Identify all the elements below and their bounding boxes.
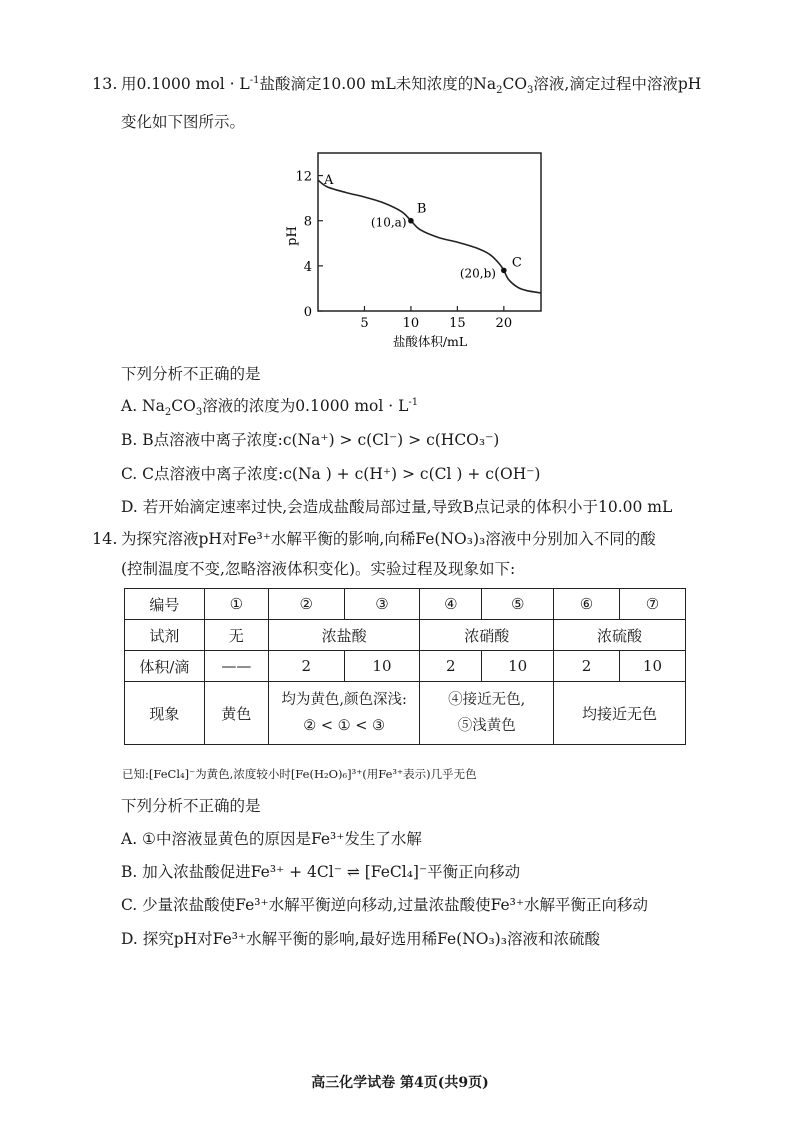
ph-curve [318,180,541,293]
q13-stem-sub2: 3 [527,85,534,97]
table-volume-4: 2 [420,651,482,682]
q14-option-d: D. 探究pH对Fe³⁺水解平衡的影响,最好选用稀Fe(NO₃)₃溶液和浓硫酸 [121,930,600,948]
experiment-table [124,588,686,745]
table-reagent-1: 无 [204,620,268,651]
table-header-4: ④ [420,589,482,620]
table-reagent-hcl: 浓盐酸 [268,620,419,651]
q13-option-a-part1: A. Na [121,397,165,415]
q13-stem-sub: 2 [496,85,503,97]
table-header-3: ③ [344,589,420,620]
q13-option-a-part2: CO [171,397,196,415]
page-footer: 高三化学试卷 第4页(共9页) [311,1075,489,1091]
q13-stem-sup: -1 [249,74,260,86]
y-tick-label: 8 [303,214,312,230]
q13-stem-part-d: 溶液,滴定过程中溶液pH [533,75,702,93]
x-axis-label: 盐酸体积/mL [392,334,468,349]
table-row-volume [125,651,686,682]
q14-stem-line1: 为探究溶液pH对Fe³⁺水解平衡的影响,向稀Fe(NO₃)₃溶液中分别加入不同的酸 [121,530,656,548]
q14-option-b: B. 加入浓盐酸促进Fe³⁺ + 4Cl⁻ ⇌ [FeCl₄]⁻平衡正向移动 [121,863,521,881]
point-c-coord: (20,b) [459,266,496,281]
table-volume-label: 体积/滴 [125,651,205,682]
table-header-5: ⑤ [482,589,554,620]
table-header-6: ⑥ [554,589,620,620]
q13-option-a-sub1: 2 [164,407,172,419]
table-volume-2: 2 [268,651,344,682]
table-row-phenomenon [125,682,686,745]
q13-stem-line2: 变化如下图所示。 [121,113,246,131]
q13-option-d: D. 若开始滴定速率过快,会造成盐酸局部过量,导致B点记录的体积小于10.00 mL [121,498,673,516]
table-phenomenon-45 [420,682,554,745]
table-phenomenon-45-line2: ⑤浅黄色 [457,718,516,734]
chart-frame [318,153,541,311]
point-c-marker [501,268,507,274]
table-header-label: 编号 [125,589,205,620]
table-volume-5: 10 [482,651,554,682]
q13-stem-part-b: 盐酸滴定10.00 mL未知浓度的Na [259,75,497,93]
table-phenomenon-1: 黄色 [204,682,268,745]
q13-option-a [121,396,419,419]
x-tick-label: 15 [449,316,466,331]
table-phenomenon-label: 现象 [125,682,205,745]
q14-option-c: C. 少量浓盐酸使Fe³⁺水解平衡逆向移动,过量浓盐酸使Fe³⁺水解平衡正向移动 [121,896,649,914]
point-b-marker [408,218,414,224]
q13-prompt: 下列分析不正确的是 [121,365,261,383]
q14-number: 14. [92,529,118,548]
table-header-2: ② [268,589,344,620]
table-reagent-label: 试剂 [125,620,205,651]
table-reagent-hno3: 浓硝酸 [420,620,554,651]
x-tick-label: 20 [495,316,513,331]
table-volume-6: 2 [554,651,620,682]
y-axis-label: pH [285,226,300,246]
y-tick-label: 12 [295,169,312,185]
point-b-label: B [416,201,427,217]
point-b-coord: (10,a) [370,215,407,230]
table-phenomenon-23-line1: 均为黄色,颜色深浅: [281,692,407,708]
x-tick-label: 10 [402,316,420,331]
q13-stem-part-c: CO [502,75,528,93]
q13-stem-line1 [121,74,702,97]
q13-stem-part-a: 用0.1000 mol · L [121,75,250,93]
table-header-1: ① [204,589,268,620]
y-tick-label: 0 [303,305,312,320]
table-reagent-h2so4: 浓硫酸 [554,620,686,651]
q14-known-note: 已知:[FeCl₄]⁻为黄色,浓度较小时[Fe(H₂O)₆]³⁺(用Fe³⁺表示)几乎无色 [122,767,477,781]
q14-stem-line2: (控制温度不变,忽略溶液体积变化)。实验过程及现象如下: [121,560,516,578]
q13-option-a-sup: -1 [408,396,419,408]
x-tick-label: 5 [360,316,369,331]
table-header-7: ⑦ [619,589,685,620]
point-c-label: C [511,255,522,271]
table-volume-1: —— [204,651,268,682]
table-phenomenon-67: 均接近无色 [554,682,686,745]
table-volume-7: 10 [619,651,685,682]
table-row-headers [125,589,686,620]
q13-option-a-sub2: 3 [195,407,203,419]
table-phenomenon-23 [268,682,419,745]
table-phenomenon-45-line1: ④接近无色, [448,692,526,708]
titration-chart [280,150,550,355]
q14-option-a: A. ①中溶液显黄色的原因是Fe³⁺发生了水解 [121,830,422,848]
q13-option-a-part3: 溶液的浓度为0.1000 mol · L [202,397,409,415]
point-a-label: A [324,173,334,189]
table-phenomenon-23-line2: ② < ① < ③ [303,718,385,734]
q14-prompt: 下列分析不正确的是 [121,797,261,815]
table-row-reagent [125,620,686,651]
q13-option-c: C. C点溶液中离子浓度:c(Na ) + c(H⁺) > c(Cl ) + c(OH⁻) [121,465,541,483]
q13-number: 13. [92,74,118,93]
table-volume-3: 10 [344,651,420,682]
q13-option-b: B. B点溶液中离子浓度:c(Na⁺) > c(Cl⁻) > c(HCO₃⁻) [121,431,500,449]
y-tick-label: 4 [303,259,312,275]
